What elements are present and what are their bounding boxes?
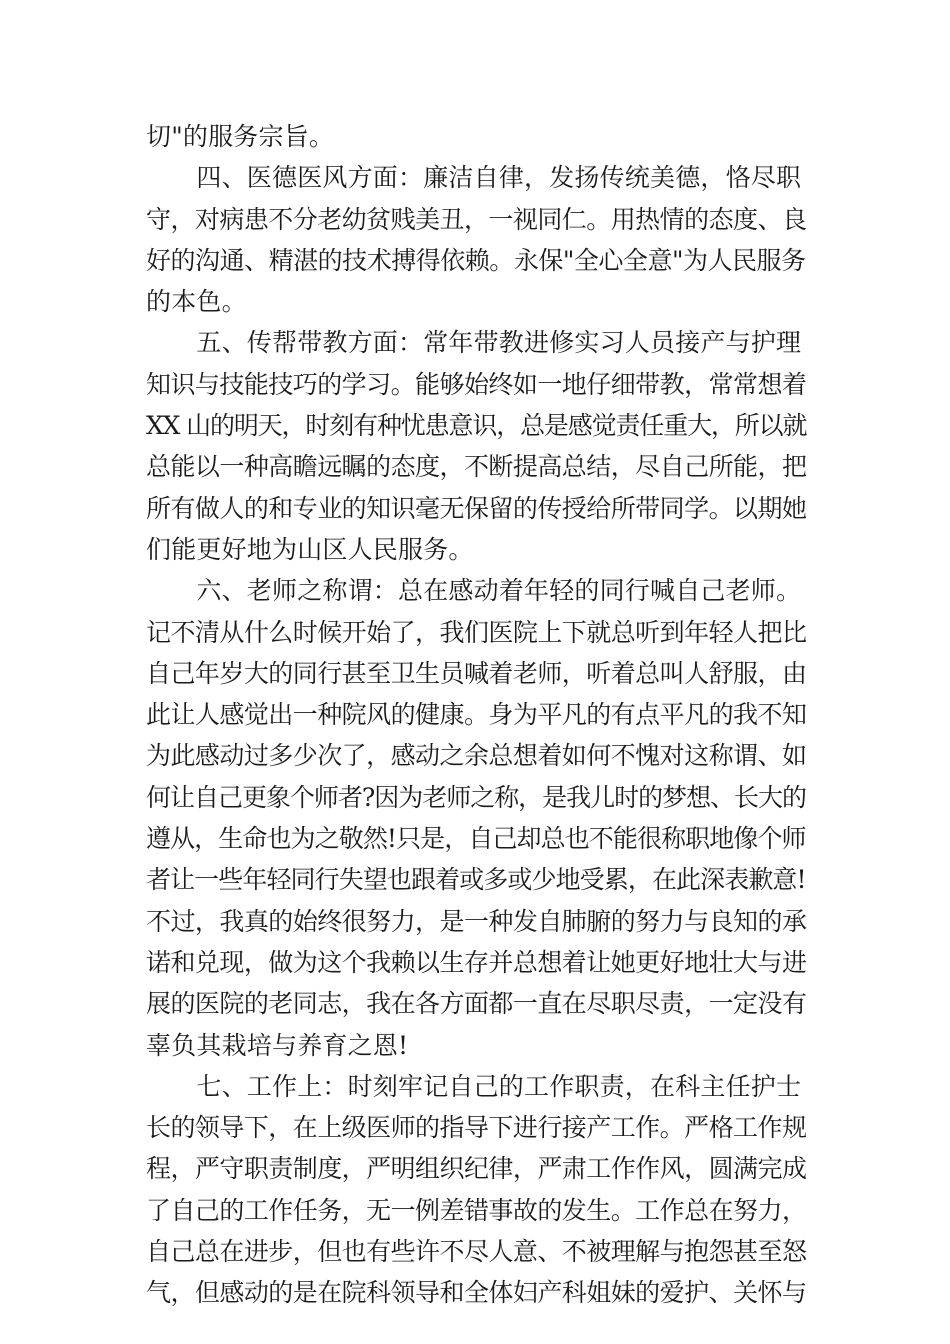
text-line: 四、医德医风方面：廉洁自律，发扬传统美德，恪尽职 <box>146 163 802 193</box>
text-line: 好的沟通、精湛的技术搏得依赖。永保"全心全意"为人民服务 <box>146 245 806 275</box>
text-line: 六、老师之称谓：总在感动着年轻的同行喊自己老师。 <box>146 576 802 606</box>
text-line: 切"的服务宗旨。 <box>146 122 335 151</box>
text-line: 自己总在进步，但也有些许不尽人意、不被理解与抱怨甚至怒 <box>146 1237 807 1267</box>
text-line: 遵从，生命也为之敬然!只是，自己却总也不能很称职地像个师 <box>146 824 806 854</box>
text-line: 何让自己更象个师者?因为老师之称，是我儿时的梦想、长大的 <box>146 782 807 812</box>
text-line: 长的领导下，在上级医师的指导下进行接产工作。严格工作规 <box>146 1113 807 1143</box>
text-line: 气，但感动的是在院科领导和全体妇产科姐妹的爱护、关怀与 <box>146 1278 807 1308</box>
text-line: 五、传帮带教方面：常年带教进修实习人员接产与护理 <box>146 328 802 358</box>
text-line: 诺和兑现，做为这个我赖以生存并总想着让她更好地壮大与进 <box>146 947 807 977</box>
text-line: 守，对病患不分老幼贫贱美丑，一视同仁。用热情的态度、良 <box>146 204 807 234</box>
text-line: 了自己的工作任务，无一例差错事故的发生。工作总在努力， <box>146 1195 807 1225</box>
text-line: 们能更好地为山区人民服务。 <box>146 534 474 564</box>
text-line: 程，严守职责制度，严明组织纪律，严肃工作作风，圆满完成 <box>146 1154 807 1184</box>
text-line: 自己年岁大的同行甚至卫生员喊着老师，听着总叫人舒服，由 <box>146 658 807 688</box>
document-body <box>146 116 806 1314</box>
text-line: 所有做人的和专业的知识毫无保留的传授给所带同学。以期她 <box>146 493 807 523</box>
text-line: 展的医院的老同志，我在各方面都一直在尽职尽责，一定没有 <box>146 989 807 1019</box>
text-line: 辜负其栽培与养育之恩! <box>146 1030 409 1060</box>
text-line: 七、工作上：时刻牢记自己的工作职责，在科主任护士 <box>146 1071 802 1101</box>
text-line: 的本色。 <box>146 287 247 317</box>
text-line: XX 山的明天，时刻有种忧患意识，总是感觉责任重大，所以就 <box>146 411 807 441</box>
text-line: 记不清从什么时候开始了，我们医院上下就总听到年轻人把比 <box>146 617 807 647</box>
text-line: 为此感动过多少次了，感动之余总想着如何不愧对这称谓、如 <box>146 741 807 771</box>
text-line: 知识与技能技巧的学习。能够始终如一地仔细带教，常常想着 <box>146 369 807 399</box>
text-line: 总能以一种高瞻远瞩的态度，不断提高总结，尽自己所能，把 <box>146 452 807 482</box>
text-line: 此让人感觉出一种院风的健康。身为平凡的有点平凡的我不知 <box>146 700 807 730</box>
text-line: 不过，我真的始终很努力，是一种发自肺腑的努力与良知的承 <box>146 906 807 936</box>
text-line: 者让一些年轻同行失望也跟着或多或少地受累，在此深表歉意! <box>146 865 806 895</box>
